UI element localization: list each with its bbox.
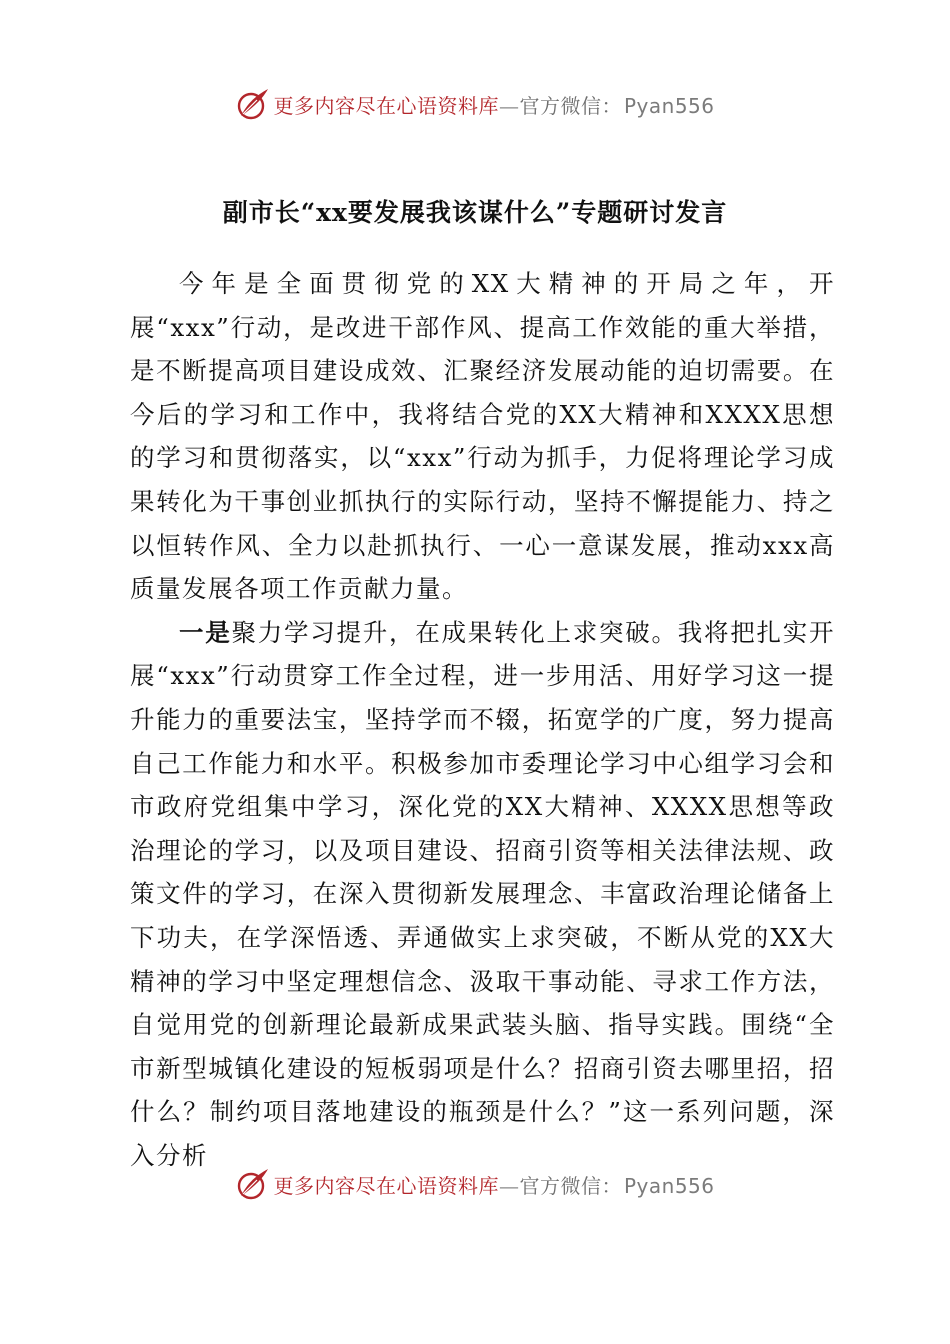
watermark-wechat-id: Pyan556 [623,93,715,118]
quill-logo-icon [235,1166,271,1202]
paragraph-intro-text: 今年是全面贯彻党的XX大精神的开局之年，开展“xxx”行动，是改进干部作风、提高工作效能的重大举措，是不断提高项目建设成效、汇聚经济发展动能的迫切需要。在今后的学习和工作中，我将结合党的XX大精神和XXXX思想的学习和贯彻落实，以“xxx”行动为抓手，力促将理论学习成果转化为干事创业抓执行的实际行动，坚持不懈提能力、持之以恒转作风、全力以赴抓执行、一心一意谋发展，推动xxx高质量发展各项工作贡献力量。 [130,269,835,604]
quill-logo-icon [235,86,271,122]
watermark-banner-bottom [0,1162,950,1206]
watermark-brand: 更多内容尽在心语资料库 [273,93,499,118]
watermark-banner-top [0,82,950,126]
paragraph-point-one [130,611,835,1178]
paragraph-point-one-lead: 一是 [179,617,232,647]
watermark-separator: — [498,93,520,118]
paragraph-intro [130,262,835,611]
watermark-wechat-id: Pyan556 [623,1173,715,1198]
watermark-brand: 更多内容尽在心语资料库 [273,1173,499,1198]
paragraph-point-one-text: 聚力学习提升，在成果转化上求突破。我将把扎实开展“xxx”行动贯穿工作全过程，进一步用活、用好学习这一提升能力的重要法宝，坚持学而不辍，拓宽学的广度，努力提高自己工作能力和水平。积极参加市委理论学习中心组学习会和市政府党组集中学习，深化党的XX大精神、XXXX思想等政治理论的学习，以及项目建设、招商引资等相关法律法规、政策文件的学习，在深入贯彻新发展理念、丰富政治理论储备上下功夫，在学深悟透、弄通做实上求突破，不断从党的XX大精神的学习中坚定理想信念、汲取干事动能、寻求工作方法，自觉用党的创新理论最新成果武装头脑、指导实践。围绕“全市新型城镇化建设的短板弱项是什么？招商引资去哪里招，招什么？制约项目落地建设的瓶颈是什么？”这一系列问题，深入分析 [130,617,835,1170]
document-body [130,262,835,1177]
watermark-text [273,90,714,119]
document-title: 副市长“xx要发展我该谋什么”专题研讨发言 [222,198,728,227]
watermark-official-label: 官方微信： [519,93,622,118]
watermark-official-label: 官方微信： [519,1173,622,1198]
watermark-separator: — [498,1173,520,1198]
watermark-text [273,1170,714,1199]
